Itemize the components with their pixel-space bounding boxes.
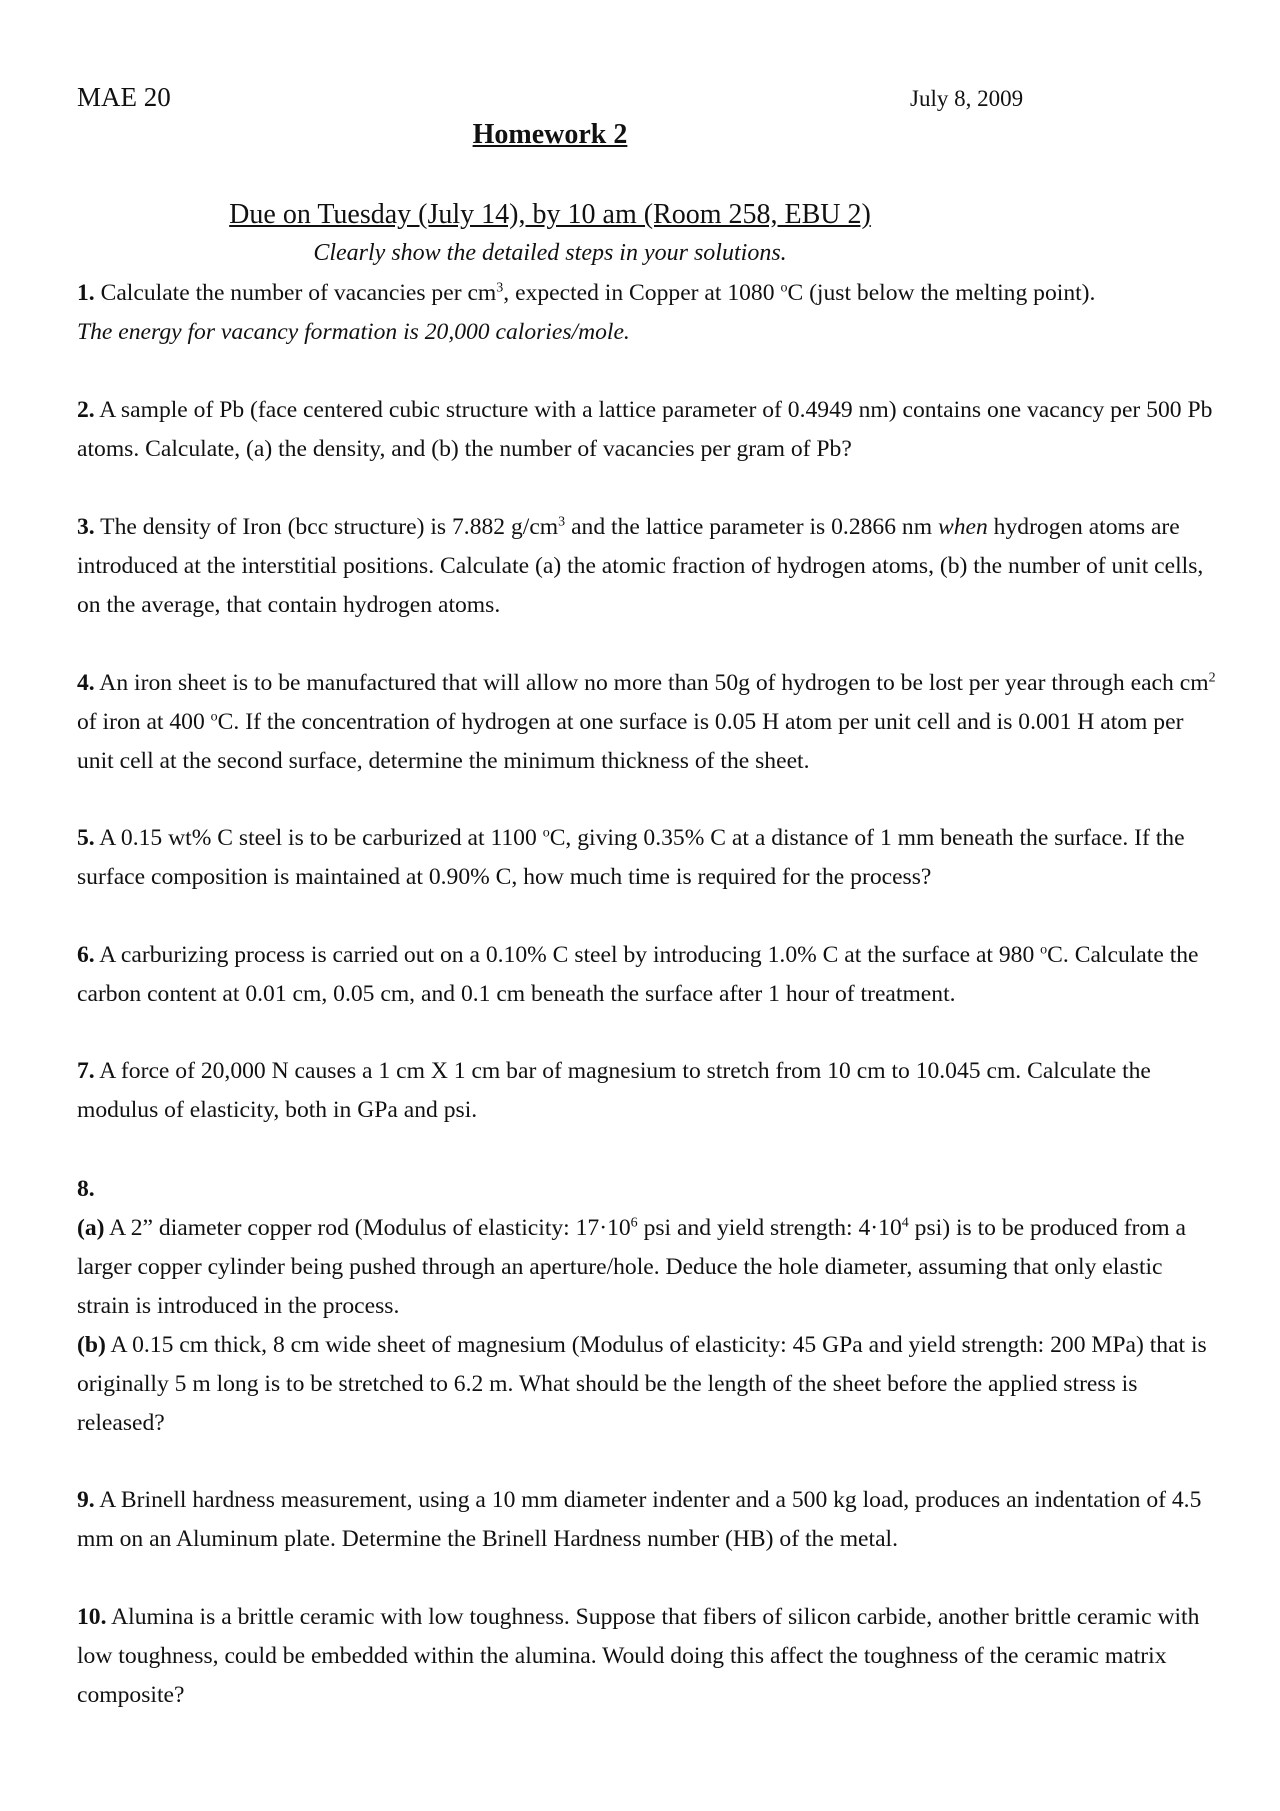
problem-text: A sample of Pb (face centered cubic structure with a lattice parameter of 0.4949 nm) contains one vacancy per 500 Pb atoms. Calculate, (a) the density, and (b) the number of vacancies per gram of Pb? [77, 397, 1213, 462]
problem-number: 4. [77, 670, 95, 696]
course-code: MAE 20 [77, 82, 171, 112]
problem-number: 5. [77, 825, 95, 851]
problem-text: , expected in Copper at 1080 [503, 280, 781, 306]
degree-superscript: o [542, 825, 550, 841]
superscript: 2 [1208, 670, 1216, 686]
document-date: July 8, 2009 [910, 86, 1024, 111]
problem-text: C. If the concentration of hydrogen at one surface is 0.05 H atom per unit cell and is 0.001 H atom per unit cell at the second surface, determine the minimum thickness of the sheet. [77, 709, 1184, 774]
problem-text: Alumina is a brittle ceramic with low toughness. Suppose that fibers of silicon carbide, another brittle ceramic with low toughness, could be embedded within the alumina. Would doing this affect the toughness of the ceramic matrix composite? [77, 1604, 1200, 1708]
problem-note: The energy for vacancy formation is 20,000 calories/mole. [77, 319, 630, 345]
problem-3 [77, 508, 1217, 625]
problem-number: 10. [77, 1604, 107, 1630]
superscript: 4 [901, 1215, 909, 1231]
problem-number: 1. [77, 280, 95, 306]
problem-text: A carburizing process is carried out on a 0.10% C steel by introducing 1.0% C at the surface at 980 [94, 942, 1041, 968]
problem-text: Calculate the number of vacancies per cm [94, 280, 497, 306]
problem-10 [77, 1598, 1217, 1715]
problem-number: 3. [77, 514, 95, 540]
superscript: 6 [630, 1215, 638, 1231]
degree-superscript: o [1040, 942, 1048, 958]
superscript: 3 [496, 280, 504, 296]
page-title: Homework 2 [472, 119, 628, 150]
problem-text: psi and yield strength: 4·10 [637, 1215, 902, 1241]
problem-text: A Brinell hardness measurement, using a 10 mm diameter indenter and a 500 kg load, produces an indentation of 4.5 mm on an Aluminum plate. Determine the Brinell Hardness number (HB) of the metal. [77, 1487, 1202, 1552]
problem-text: C. Calculate the carbon content at 0.01 cm, 0.05 cm, and 0.1 cm beneath the surface after 1 hour of treatment. [77, 942, 1199, 1007]
problem-7 [77, 1052, 1217, 1130]
subpart-label: (a) [77, 1215, 105, 1241]
problem-text: C (just below the melting point). [787, 280, 1096, 306]
problem-number: 9. [77, 1487, 95, 1513]
problem-text: psi) is to be produced from a larger copper cylinder being pushed through an aperture/hole. Deduce the hole diameter, assuming that only elastic strain is introduced in the process. [77, 1215, 1186, 1319]
problem-2 [77, 391, 1217, 469]
problem-4 [77, 664, 1217, 781]
superscript: 3 [558, 514, 566, 530]
problem-text: A 2” diameter copper rod (Modulus of elasticity: 17·10 [104, 1215, 631, 1241]
problem-text: hydrogen atoms are introduced at the interstitial positions. Calculate (a) the atomic fraction of hydrogen atoms, (b) the number of unit cells, on the average, that contain hydrogen atoms. [77, 514, 1204, 618]
problem-text: and the lattice parameter is 0.2866 nm [565, 514, 938, 540]
problem-text: of iron at 400 [77, 709, 211, 735]
problem-text: A 0.15 wt% C steel is to be carburized at 1100 [94, 825, 543, 851]
problem-number: 7. [77, 1058, 95, 1084]
problem-number: 8. [77, 1176, 95, 1202]
problem-text: A force of 20,000 N causes a 1 cm X 1 cm bar of magnesium to stretch from 10 cm to 10.045 cm. Calculate the modulus of elasticity, both in GPa and psi. [77, 1058, 1151, 1123]
problem-9 [77, 1481, 1217, 1559]
problem-1 [77, 274, 1217, 352]
instruction-line: Clearly show the detailed steps in your solutions. [313, 240, 787, 266]
degree-superscript: o [780, 280, 788, 296]
subpart-label: (b) [77, 1332, 106, 1358]
degree-superscript: o [210, 709, 218, 725]
problem-text: C, giving 0.35% C at a distance of 1 mm beneath the surface. If the surface composition is maintained at 0.90% C, how much time is required for the process? [77, 825, 1185, 890]
problem-number: 6. [77, 942, 95, 968]
emphasis: when [937, 514, 988, 540]
problem-number: 2. [77, 397, 95, 423]
problem-5 [77, 819, 1217, 897]
problem-text: The density of Iron (bcc structure) is 7.882 g/cm [94, 514, 559, 540]
problem-8 [77, 1170, 1217, 1443]
problem-6 [77, 936, 1217, 1014]
problem-text: A 0.15 cm thick, 8 cm wide sheet of magnesium (Modulus of elasticity: 45 GPa and yield strength: 200 MPa) that is originally 5 m long is to be stretched to 6.2 m. What should be the length of the sheet before the applied stress is released? [77, 1332, 1207, 1436]
due-date-line: Due on Tuesday (July 14), by 10 am (Room 258, EBU 2) [229, 199, 871, 230]
problem-text: An iron sheet is to be manufactured that will allow no more than 50g of hydrogen to be lost per year through each cm [94, 670, 1209, 696]
